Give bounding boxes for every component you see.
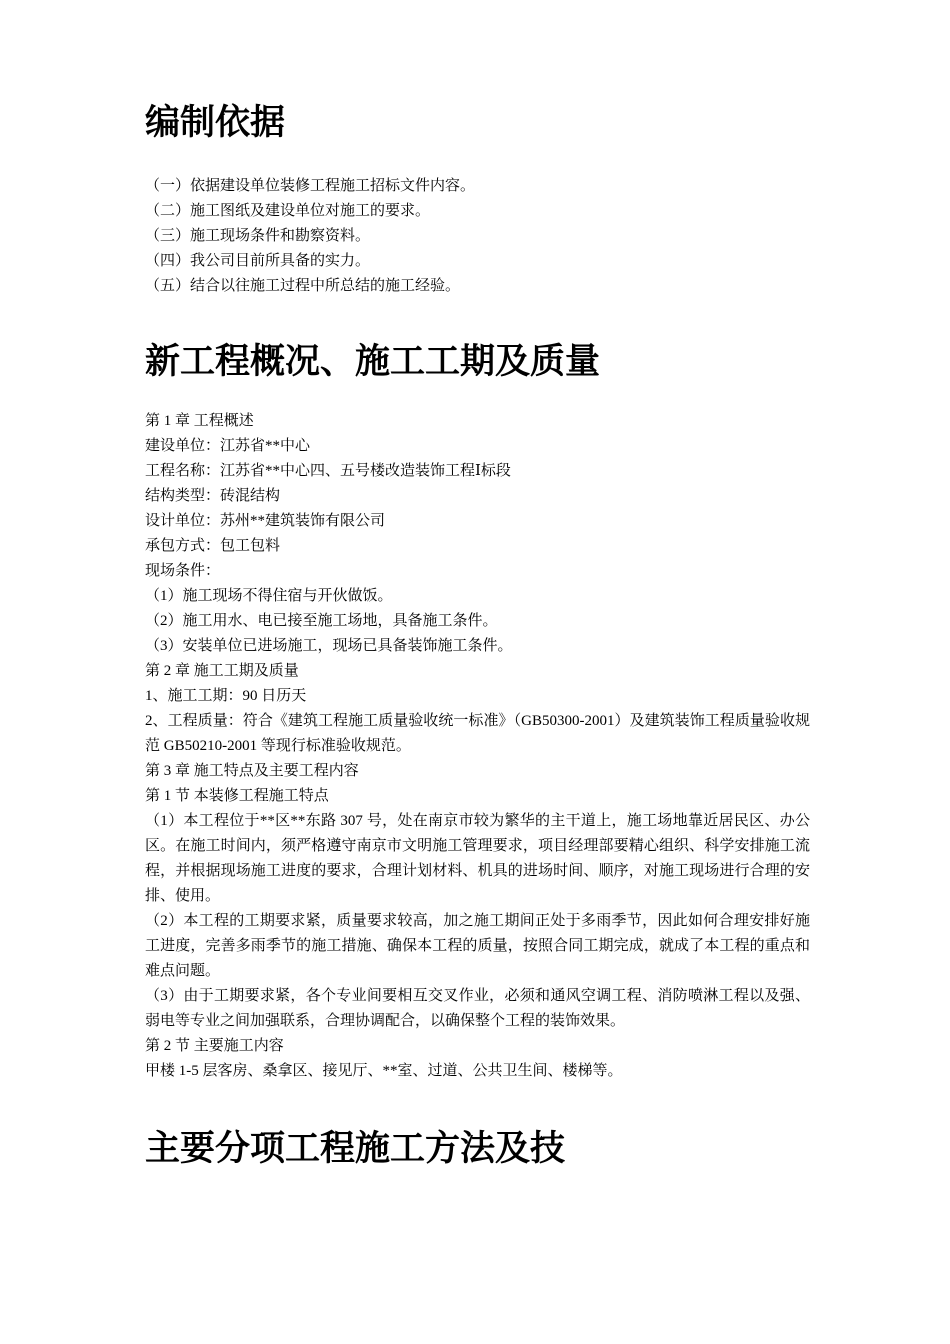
section-title: 第 2 节 主要施工内容 bbox=[145, 1038, 284, 1054]
heading-construction-methods: 主要分项工程施工方法及技 bbox=[145, 1129, 566, 1169]
heading-compilation-basis: 编制依据 bbox=[145, 103, 286, 143]
chapter-title: 第 3 章 施工特点及主要工程内容 bbox=[145, 763, 359, 779]
basis-item: （五）结合以往施工过程中所总结的施工经验。 bbox=[145, 278, 461, 294]
basis-item: （一）依据建设单位装修工程施工招标文件内容。 bbox=[145, 178, 476, 194]
info-line-client: 建设单位：江苏省**中心 bbox=[145, 438, 311, 454]
section-compilation-basis bbox=[145, 98, 810, 299]
schedule-line: 1、施工工期：90 日历天 bbox=[145, 688, 307, 704]
basis-item: （四）我公司目前所具备的实力。 bbox=[145, 253, 371, 269]
section-project-overview bbox=[145, 337, 810, 1084]
basis-list bbox=[145, 174, 810, 299]
feature-paragraph: （1）本工程位于**区**东路 307 号，处在南京市较为繁华的主干道上，施工场地靠近居民区、办公区。在施工时间内，须严格遵守南京市文明施工管理要求，项目经理部要精心组织、科学安排施工流程，并根据现场施工进度的要求，合理计划材料、机具的进场时间、顺序，对施工现场进行合理的安排、使用。 bbox=[145, 813, 810, 904]
info-line-project-name: 工程名称：江苏省**中心四、五号楼改造装饰工程Ⅰ标段 bbox=[145, 463, 511, 479]
basis-item: （二）施工图纸及建设单位对施工的要求。 bbox=[145, 203, 431, 219]
chapter-title: 第 2 章 施工工期及质量 bbox=[145, 663, 299, 679]
info-line-contract: 承包方式：包工包料 bbox=[145, 538, 281, 554]
info-line-structure: 结构类型：砖混结构 bbox=[145, 488, 281, 504]
quality-paragraph: 2、工程质量：符合《建筑工程施工质量验收统一标准》（GB50300-2001）及建筑装饰工程质量验收规范 GB50210-2001 等现行标准验收规范。 bbox=[145, 713, 810, 754]
feature-paragraph: （2）本工程的工期要求紧，质量要求较高，加之施工期间正处于多雨季节，因此如何合理安排好施工进度，完善多雨季节的施工措施、确保本工程的质量，按照合同工期完成，就成了本工程的重点和难点问题。 bbox=[145, 913, 810, 979]
basis-item: （三）施工现场条件和勘察资料。 bbox=[145, 228, 371, 244]
site-condition-item: （1）施工现场不得住宿与开伙做饭。 bbox=[145, 588, 393, 604]
info-line-designer: 设计单位：苏州**建筑装饰有限公司 bbox=[145, 513, 386, 529]
feature-paragraph: （3）由于工期要求紧，各个专业间要相互交叉作业，必须和通风空调工程、消防喷淋工程以及强、弱电等专业之间加强联系，合理协调配合，以确保整个工程的装饰效果。 bbox=[145, 988, 810, 1029]
chapter-title: 第 1 章 工程概述 bbox=[145, 413, 254, 429]
section-title: 第 1 节 本装修工程施工特点 bbox=[145, 788, 329, 804]
content-line: 甲楼 1-5 层客房、桑拿区、接见厅、**室、过道、公共卫生间、楼梯等。 bbox=[145, 1063, 623, 1079]
section-construction-methods bbox=[145, 1124, 810, 1174]
site-condition-item: （3）安装单位已进场施工，现场已具备装饰施工条件。 bbox=[145, 638, 513, 654]
info-line-site-conditions: 现场条件： bbox=[145, 563, 221, 579]
document-body bbox=[145, 98, 810, 1174]
heading-project-overview: 新工程概况、施工工期及质量 bbox=[145, 342, 601, 382]
site-condition-item: （2）施工用水、电已接至施工场地，具备施工条件。 bbox=[145, 613, 498, 629]
